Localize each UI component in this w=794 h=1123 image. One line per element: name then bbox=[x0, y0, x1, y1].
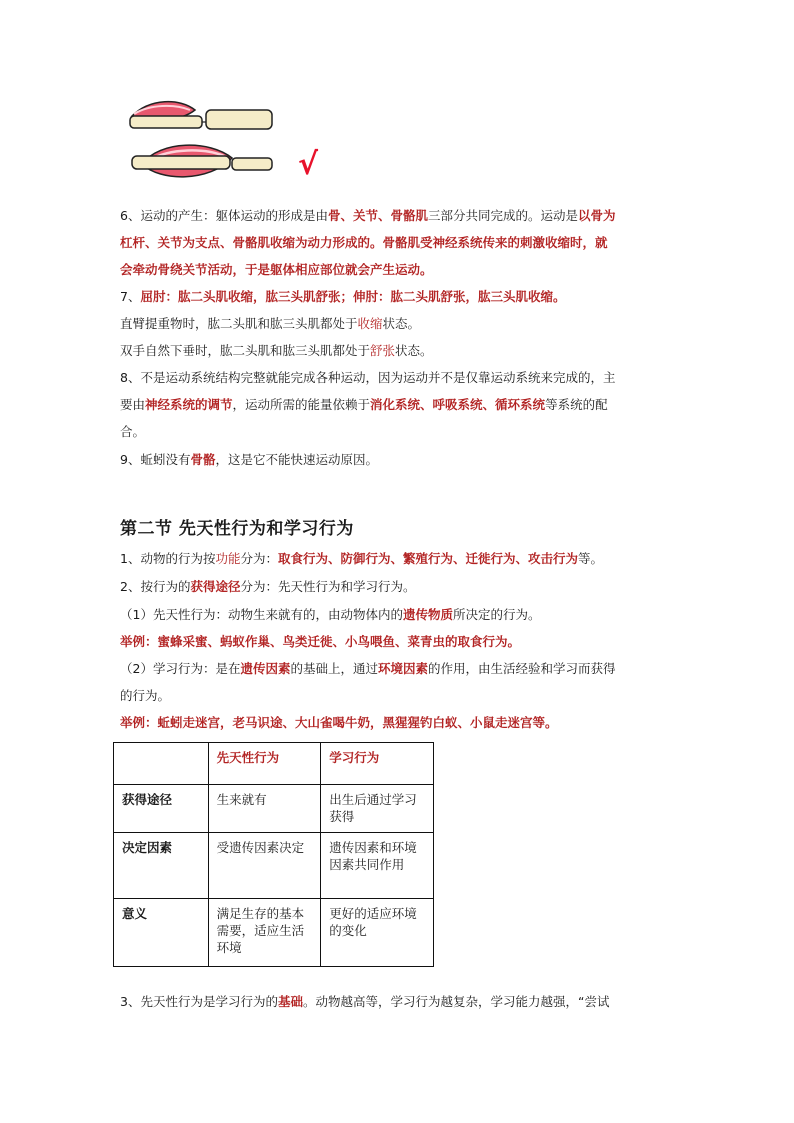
table-cell: 意义 bbox=[114, 899, 209, 967]
example-learned: 举例：蚯蚓走迷宫，老马识途、大山雀喝牛奶，黑猩猩钓白蚁、小鼠走迷宫等。 bbox=[120, 715, 558, 730]
item-2: 2、按行为的获得途径分为：先天性行为和学习行为。 bbox=[120, 579, 416, 594]
item-2-2-line-1: （2）学习行为：是在遗传因素的基础上，通过环境因素的作用，由生活经验和学习而获得 bbox=[120, 661, 616, 676]
behavior-comparison-table bbox=[113, 742, 434, 967]
table-row bbox=[114, 833, 434, 899]
table-cell: 出生后通过学习获得 bbox=[321, 785, 434, 833]
table-header-cell: 先天性行为 bbox=[208, 743, 321, 785]
table-cell: 决定因素 bbox=[114, 833, 209, 899]
table-header-cell: 学习行为 bbox=[321, 743, 434, 785]
item-3: 3、先天性行为是学习行为的基础。动物越高等，学习行为越复杂，学习能力越强，“尝试 bbox=[120, 994, 610, 1009]
relaxed-muscle-diagram bbox=[130, 102, 272, 129]
para-8-line-2: 要由神经系统的调节，运动所需的能量依赖于消化系统、呼吸系统、循环系统等系统的配 bbox=[120, 397, 608, 412]
table-header-cell bbox=[114, 743, 209, 785]
para-6-line-1: 6、运动的产生：躯体运动的形成是由骨、关节、骨骼肌三部分共同完成的。运动是以骨为 bbox=[120, 208, 616, 223]
para-6-line-2: 杠杆、关节为支点、骨骼肌收缩为动力形成的。骨骼肌受神经系统传来的刺激收缩时，就 bbox=[120, 235, 608, 250]
section-heading: 第二节 先天性行为和学习行为 bbox=[120, 519, 354, 539]
para-7-line-2: 直臂提重物时，肱二头肌和肱三头肌都处于收缩状态。 bbox=[120, 316, 421, 331]
item-2-1: （1）先天性行为：动物生来就有的，由动物体内的遗传物质所决定的行为。 bbox=[120, 607, 541, 622]
item-1: 1、动物的行为按功能分为：取食行为、防御行为、繁殖行为、迁徙行为、攻击行为等。 bbox=[120, 551, 604, 566]
para-7-line-3: 双手自然下垂时，肱二头肌和肱三头肌都处于舒张状态。 bbox=[120, 343, 433, 358]
para-8-line-1: 8、不是运动系统结构完整就能完成各种运动，因为运动并不是仅靠运动系统来完成的，主 bbox=[120, 370, 616, 385]
para-9: 9、蚯蚓没有骨骼，这是它不能快速运动原因。 bbox=[120, 452, 378, 467]
checkmark-icon: √ bbox=[298, 147, 319, 182]
table-row bbox=[114, 785, 434, 833]
table-header-row bbox=[114, 743, 434, 785]
para-8-line-3: 合。 bbox=[120, 424, 146, 439]
para-6-line-3: 会牵动骨绕关节活动，于是躯体相应部位就会产生运动。 bbox=[120, 262, 433, 277]
contracted-muscle-diagram bbox=[132, 145, 272, 177]
para-7-line-1: 7、屈肘：肱二头肌收缩，肱三头肌舒张；伸肘：肱二头肌舒张，肱三头肌收缩。 bbox=[120, 289, 566, 304]
example-innate: 举例：蜜蜂采蜜、蚂蚁作巢、鸟类迁徙、小鸟喂鱼、菜青虫的取食行为。 bbox=[120, 634, 521, 649]
table-cell: 更好的适应环境的变化 bbox=[321, 899, 434, 967]
table-cell: 获得途径 bbox=[114, 785, 209, 833]
table-row bbox=[114, 899, 434, 967]
table-cell: 满足生存的基本需要，适应生活环境 bbox=[208, 899, 321, 967]
table-cell: 受遗传因素决定 bbox=[208, 833, 321, 899]
table-cell: 生来就有 bbox=[208, 785, 321, 833]
table-cell: 遗传因素和环境因素共同作用 bbox=[321, 833, 434, 899]
item-2-2-line-2: 的行为。 bbox=[120, 688, 171, 703]
